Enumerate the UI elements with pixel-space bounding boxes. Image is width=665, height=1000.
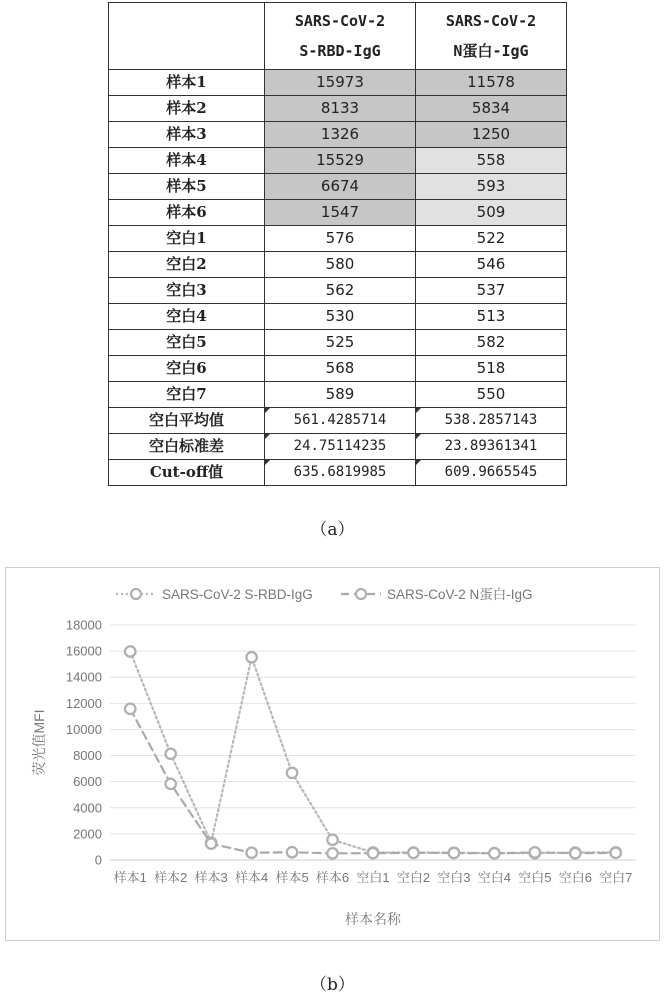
data-point xyxy=(327,835,337,845)
x-tick-label: 样本5 xyxy=(275,870,309,885)
caption-b: （b） xyxy=(310,975,355,995)
value-cell-s-rbd: 530 xyxy=(265,304,416,330)
chart-svg xyxy=(6,568,659,940)
header-s-rbd xyxy=(265,3,416,70)
row-label-cell: 样本6 xyxy=(109,200,265,226)
y-tick-label: 6000 xyxy=(73,774,102,790)
x-tick-label: 样本2 xyxy=(154,870,188,885)
value-cell-n-protein: 1250 xyxy=(416,122,567,148)
data-point xyxy=(408,848,418,858)
results-table xyxy=(108,2,567,486)
data-point xyxy=(489,848,499,858)
value-cell-n-protein: 558 xyxy=(416,148,567,174)
row-label-cell: 样本4 xyxy=(109,148,265,174)
stat-value-n-protein: 23.89361341 xyxy=(416,434,567,460)
x-tick-label: 空白6 xyxy=(558,870,592,885)
data-point xyxy=(165,749,175,759)
y-tick-label: 0 xyxy=(94,852,102,868)
value-cell-s-rbd: 568 xyxy=(265,356,416,382)
x-tick-label: 空白5 xyxy=(518,870,552,885)
y-tick-label: 10000 xyxy=(65,721,102,737)
value-cell-s-rbd: 525 xyxy=(265,330,416,356)
table-row xyxy=(109,252,567,278)
header-n-protein xyxy=(416,3,567,70)
stat-label-cell: Cut-off值 xyxy=(109,460,265,486)
row-label-cell: 空白7 xyxy=(109,382,265,408)
value-cell-n-protein: 546 xyxy=(416,252,567,278)
stat-value-s-rbd: 561.4285714 xyxy=(265,408,416,434)
header-text-line: SARS-CoV-2 xyxy=(445,12,537,30)
value-cell-s-rbd: 15529 xyxy=(265,148,416,174)
row-label-cell: 空白3 xyxy=(109,278,265,304)
row-label-cell: 样本5 xyxy=(109,174,265,200)
value-cell-n-protein: 582 xyxy=(416,330,567,356)
data-point xyxy=(206,838,216,848)
x-tick-label: 空白2 xyxy=(396,870,431,885)
value-cell-s-rbd: 8133 xyxy=(265,96,416,122)
stats-row xyxy=(109,408,567,434)
value-cell-s-rbd: 1326 xyxy=(265,122,416,148)
table-row xyxy=(109,148,567,174)
y-axis-title: 荧光值MFI xyxy=(31,709,47,776)
table-row xyxy=(109,122,567,148)
legend-marker-2 xyxy=(356,589,366,599)
table-row xyxy=(109,304,567,330)
y-tick-label: 8000 xyxy=(73,748,102,764)
data-point xyxy=(449,848,459,858)
row-label-cell: 样本3 xyxy=(109,122,265,148)
line-chart xyxy=(5,567,660,941)
y-tick-label: 12000 xyxy=(65,695,102,711)
value-cell-n-protein: 513 xyxy=(416,304,567,330)
value-cell-n-protein: 550 xyxy=(416,382,567,408)
x-tick-label: 样本3 xyxy=(194,870,228,885)
row-label-cell: 样本2 xyxy=(109,96,265,122)
table-row xyxy=(109,174,567,200)
y-tick-label: 4000 xyxy=(73,800,102,816)
header-s-rbd-label xyxy=(295,12,385,60)
table-row xyxy=(109,70,567,96)
value-cell-s-rbd: 15973 xyxy=(265,70,416,96)
table-row xyxy=(109,356,567,382)
x-tick-label: 空白7 xyxy=(599,870,633,885)
value-cell-s-rbd: 576 xyxy=(265,226,416,252)
x-tick-label: 空白4 xyxy=(477,870,512,885)
value-cell-n-protein: 537 xyxy=(416,278,567,304)
value-cell-s-rbd: 1547 xyxy=(265,200,416,226)
x-tick-label: 空白3 xyxy=(437,870,471,885)
value-cell-s-rbd: 580 xyxy=(265,252,416,278)
value-cell-s-rbd: 562 xyxy=(265,278,416,304)
header-text-line: SARS-CoV-2 xyxy=(294,12,386,30)
header-text-line: N蛋白-IgG xyxy=(453,42,529,60)
value-cell-n-protein: 593 xyxy=(416,174,567,200)
row-label-cell: 空白6 xyxy=(109,356,265,382)
table-header-row xyxy=(109,3,567,70)
data-point xyxy=(165,779,175,789)
table-row xyxy=(109,382,567,408)
data-point xyxy=(125,704,135,714)
x-tick-label: 空白1 xyxy=(356,870,390,885)
header-corner-cell xyxy=(109,3,265,70)
table-row xyxy=(109,96,567,122)
value-cell-n-protein: 509 xyxy=(416,200,567,226)
row-label-cell: 空白1 xyxy=(109,226,265,252)
x-axis-title: 样本名称 xyxy=(345,911,401,927)
legend-label-1: SARS-CoV-2 S-RBD-IgG xyxy=(162,587,313,602)
data-point xyxy=(327,848,337,858)
table-body xyxy=(109,70,567,486)
data-point xyxy=(530,847,540,857)
x-tick-label: 样本6 xyxy=(315,870,350,885)
table-row xyxy=(109,278,567,304)
stat-value-n-protein: 609.9665545 xyxy=(416,460,567,486)
y-tick-label: 18000 xyxy=(65,617,102,633)
table-row xyxy=(109,226,567,252)
value-cell-n-protein: 11578 xyxy=(416,70,567,96)
data-point xyxy=(246,652,256,662)
stat-value-s-rbd: 24.75114235 xyxy=(265,434,416,460)
y-tick-label: 2000 xyxy=(73,826,102,842)
value-cell-n-protein: 518 xyxy=(416,356,567,382)
y-tick-label: 16000 xyxy=(65,643,102,659)
table-row xyxy=(109,200,567,226)
data-point xyxy=(570,848,580,858)
stat-label-cell: 空白标准差 xyxy=(109,434,265,460)
row-label-cell: 空白2 xyxy=(109,252,265,278)
x-tick-label: 样本4 xyxy=(234,870,269,885)
legend-marker-1 xyxy=(131,589,141,599)
caption-a: （a） xyxy=(310,520,355,540)
header-text-line: S-RBD-IgG xyxy=(299,42,381,60)
stat-value-s-rbd: 635.6819985 xyxy=(265,460,416,486)
data-point xyxy=(125,646,135,656)
value-cell-n-protein: 522 xyxy=(416,226,567,252)
table-row xyxy=(109,330,567,356)
data-point xyxy=(246,848,256,858)
stats-row xyxy=(109,460,567,486)
legend-label-2: SARS-CoV-2 N蛋白-IgG xyxy=(387,587,533,602)
value-cell-s-rbd: 6674 xyxy=(265,174,416,200)
data-point xyxy=(368,848,378,858)
stat-label-cell: 空白平均值 xyxy=(109,408,265,434)
data-point xyxy=(287,768,297,778)
value-cell-n-protein: 5834 xyxy=(416,96,567,122)
data-point xyxy=(611,848,621,858)
data-point xyxy=(287,847,297,857)
x-tick-label: 样本1 xyxy=(113,870,147,885)
stat-value-n-protein: 538.2857143 xyxy=(416,408,567,434)
row-label-cell: 空白4 xyxy=(109,304,265,330)
series-line-1 xyxy=(130,651,616,853)
row-label-cell: 空白5 xyxy=(109,330,265,356)
value-cell-s-rbd: 589 xyxy=(265,382,416,408)
stats-row xyxy=(109,434,567,460)
header-n-protein-label xyxy=(446,12,536,60)
y-tick-label: 14000 xyxy=(65,669,102,685)
row-label-cell: 样本1 xyxy=(109,70,265,96)
series-line-2 xyxy=(130,709,616,854)
